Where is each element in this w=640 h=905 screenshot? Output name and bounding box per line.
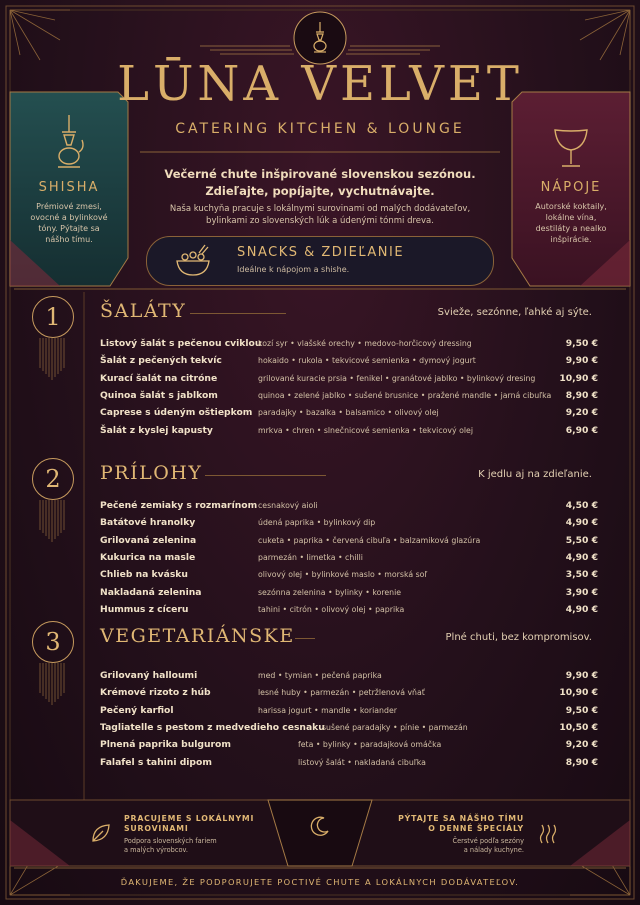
section-title: PRÍLOHY (100, 462, 203, 484)
item-name: Krémové rizoto z húb (100, 687, 211, 699)
item-description: grilované kuracie prsia • fenikel • granátové jablko • bylinkový dresing (258, 373, 536, 383)
item-description: olivový olej • bylinkové maslo • morská soľ (258, 570, 428, 580)
menu-item (100, 390, 598, 407)
menu-item (100, 687, 598, 704)
item-name: Šalát z pečených tekvíc (100, 355, 222, 367)
menu-item (100, 535, 598, 552)
menu-item (100, 705, 598, 722)
hookah-icon (310, 20, 330, 54)
number-fringe (32, 338, 72, 398)
footer-thanks: ĎAKUJEME, ŽE PODPORUJETE POCTIVÉ CHUTE A LOKÁLNYCH DODÁVATEĽOV. (120, 877, 520, 887)
item-description: hokaido • rukola • tekvicové semienka • dymový jogurt (258, 356, 476, 366)
item-price: 9,90 € (565, 670, 598, 681)
menu-item (100, 407, 598, 424)
item-price: 4,50 € (565, 500, 598, 511)
snacks-banner (146, 236, 494, 286)
item-price: 9,50 € (565, 338, 598, 349)
item-description: med • tymian • pečená paprika (258, 671, 382, 680)
item-name: Tagliatelle s pestom z medvedieho cesnaku (100, 721, 325, 733)
menu-item (100, 739, 598, 756)
section-number: 2 (32, 458, 74, 500)
section-number: 1 (32, 296, 74, 338)
item-description: sezónna zelenina • bylinky • korenie (258, 587, 402, 597)
item-name: Listový šalát s pečenou cviklou (100, 338, 262, 349)
section-title: VEGETARIÁNSKE (100, 625, 295, 647)
item-name: Hummus z cíceru (100, 603, 189, 615)
item-price: 10,90 € (559, 372, 598, 384)
item-name: Nakladaná zelenina (100, 586, 202, 598)
menu-item (100, 604, 598, 621)
section-number: 3 (32, 621, 74, 663)
intro-line-1: Večerné chute inšpirované slovenskou sezónou. (164, 167, 476, 181)
item-description: listový šalát • nakladaná cibuľka (298, 757, 426, 767)
drinks-panel (512, 98, 630, 245)
menu-item (100, 517, 598, 534)
item-description: lesné huby • parmezán • petržlenová vňať (258, 688, 425, 698)
item-name: Chlieb na kvásku (100, 569, 188, 581)
snacks-title: SNACKS & ZDIEĽANIE (237, 245, 405, 260)
number-fringe (32, 500, 72, 560)
hookah-icon (52, 112, 86, 170)
intro-text (150, 203, 490, 227)
menu-item (100, 757, 598, 774)
menu-item (100, 373, 598, 390)
item-price: 9,50 € (565, 704, 598, 716)
section-rule (190, 313, 286, 314)
item-price: 5,50 € (565, 534, 598, 546)
item-price: 8,90 € (565, 389, 598, 401)
menu-item (100, 587, 598, 604)
item-price: 3,90 € (565, 586, 598, 598)
menu-item (100, 670, 598, 687)
footer-local-sourcing: PRACUJEME S LOKÁLNYMI SUROVINAMI Podpora slovenských fariem a malých výrobcov. (124, 814, 255, 854)
steam-icon (538, 823, 558, 845)
item-name: Caprese s údeným oštiepkom (100, 407, 253, 419)
item-price: 6,90 € (565, 424, 598, 436)
item-description: cuketa • paprika • červená cibuľa • balzamiková glazúra (258, 535, 481, 545)
item-description: paradajky • bazalka • balsamico • olivový olej (258, 408, 439, 418)
shisha-description: Prémiové zmesi, ovocné a bylinkové tóny. Pýtajte sa nášho tímu. (30, 202, 108, 244)
shisha-panel (10, 98, 128, 245)
section-subtitle: Plné chuti, bez kompromisov. (445, 632, 592, 643)
item-description: feta • bylinky • paradajková omáčka (298, 740, 442, 750)
item-description: quinoa • zelené jablko • sušené brusnice • pražené mandle • jarná cibuľka (258, 390, 552, 400)
item-price: 4,90 € (565, 603, 598, 615)
item-name: Grilovaná zelenina (100, 534, 197, 546)
brand-name: LŪNA VELVET (117, 56, 523, 112)
menu-item (100, 500, 598, 517)
snack-bowl-icon (173, 243, 213, 279)
item-description: tahini • citrón • olivový olej • paprika (258, 604, 405, 614)
item-description: harissa jogurt • mandle • koriander (258, 705, 397, 715)
intro-line-4: bylinkami zo slovenských lúk a údenými tónmi dreva. (206, 216, 434, 226)
intro-line-2: Zdieľajte, popíjajte, vychutnávajte. (205, 184, 435, 198)
snacks-subtitle: Ideálne k nápojom a shishe. (237, 265, 350, 274)
item-name: Batátové hranolky (100, 517, 196, 529)
item-description: mrkva • chren • slnečnicové semienka • tekvicový olej (258, 425, 474, 435)
item-name: Kukurica na masle (100, 551, 196, 563)
item-description: cesnakový aioli (258, 501, 318, 510)
intro-line-3: Naša kuchyňa pracuje s lokálnymi surovinami od malých dodávateľov, (169, 204, 471, 214)
item-price: 4,90 € (565, 551, 598, 563)
item-price: 9,90 € (565, 355, 598, 367)
item-name: Plnená paprika bulgurom (100, 739, 231, 751)
drinks-title: NÁPOJE (540, 180, 602, 195)
item-price: 10,90 € (559, 687, 598, 699)
item-name: Kurací šalát na citróne (100, 372, 218, 384)
item-description: parmezán • limetka • chilli (258, 552, 363, 562)
brand-tagline: CATERING KITCHEN & LOUNGE (175, 121, 465, 137)
shisha-title: SHISHA (38, 180, 100, 195)
menu-item (100, 355, 598, 372)
section-title: ŠALÁTY (100, 300, 187, 322)
moon-icon (307, 813, 333, 839)
leaf-icon (90, 822, 112, 844)
drinks-description: Autorské koktaily, lokálne vína, destiláty a nealko inšpirácie. (535, 202, 607, 244)
footer-daily-specials: PÝTAJTE SA NÁŠHO TÍMU O DENNÉ ŠPECIÁLY Čerstvé podľa sezóny a nálady kuchyne. (398, 814, 524, 854)
item-name: Šalát z kyslej kapusty (100, 424, 213, 436)
menu-item (100, 722, 598, 739)
item-name: Grilovaný halloumi (100, 670, 198, 681)
item-description: sušené paradajky • píniе • parmezán (322, 722, 468, 732)
menu-item (100, 338, 598, 355)
section-subtitle: K jedlu aj na zdieľanie. (478, 469, 592, 480)
item-name: Pečený karfiol (100, 704, 174, 716)
item-price: 10,50 € (559, 721, 598, 733)
number-fringe (32, 663, 72, 723)
item-price: 8,90 € (565, 756, 598, 768)
intro-headline (150, 166, 490, 200)
menu-item (100, 569, 598, 586)
item-description: kozí syr • vlašské orechy • medovo-horčicový dressing (258, 339, 472, 348)
section-rule (295, 638, 315, 639)
item-price: 9,20 € (565, 407, 598, 419)
section-subtitle: Svieže, sezónne, ľahké aj sýte. (437, 307, 592, 318)
item-price: 3,50 € (565, 569, 598, 581)
item-name: Falafel s tahini dipom (100, 756, 212, 768)
cocktail-glass-icon (551, 112, 591, 170)
section-rule (205, 475, 326, 476)
item-description: údená paprika • bylinkový dip (258, 518, 376, 528)
item-name: Quinoa šalát s jablkom (100, 389, 218, 401)
item-name: Pečené zemiaky s rozmarínom (100, 500, 258, 511)
menu-item (100, 552, 598, 569)
item-price: 4,90 € (565, 517, 598, 529)
item-price: 9,20 € (565, 739, 598, 751)
menu-item (100, 425, 598, 442)
